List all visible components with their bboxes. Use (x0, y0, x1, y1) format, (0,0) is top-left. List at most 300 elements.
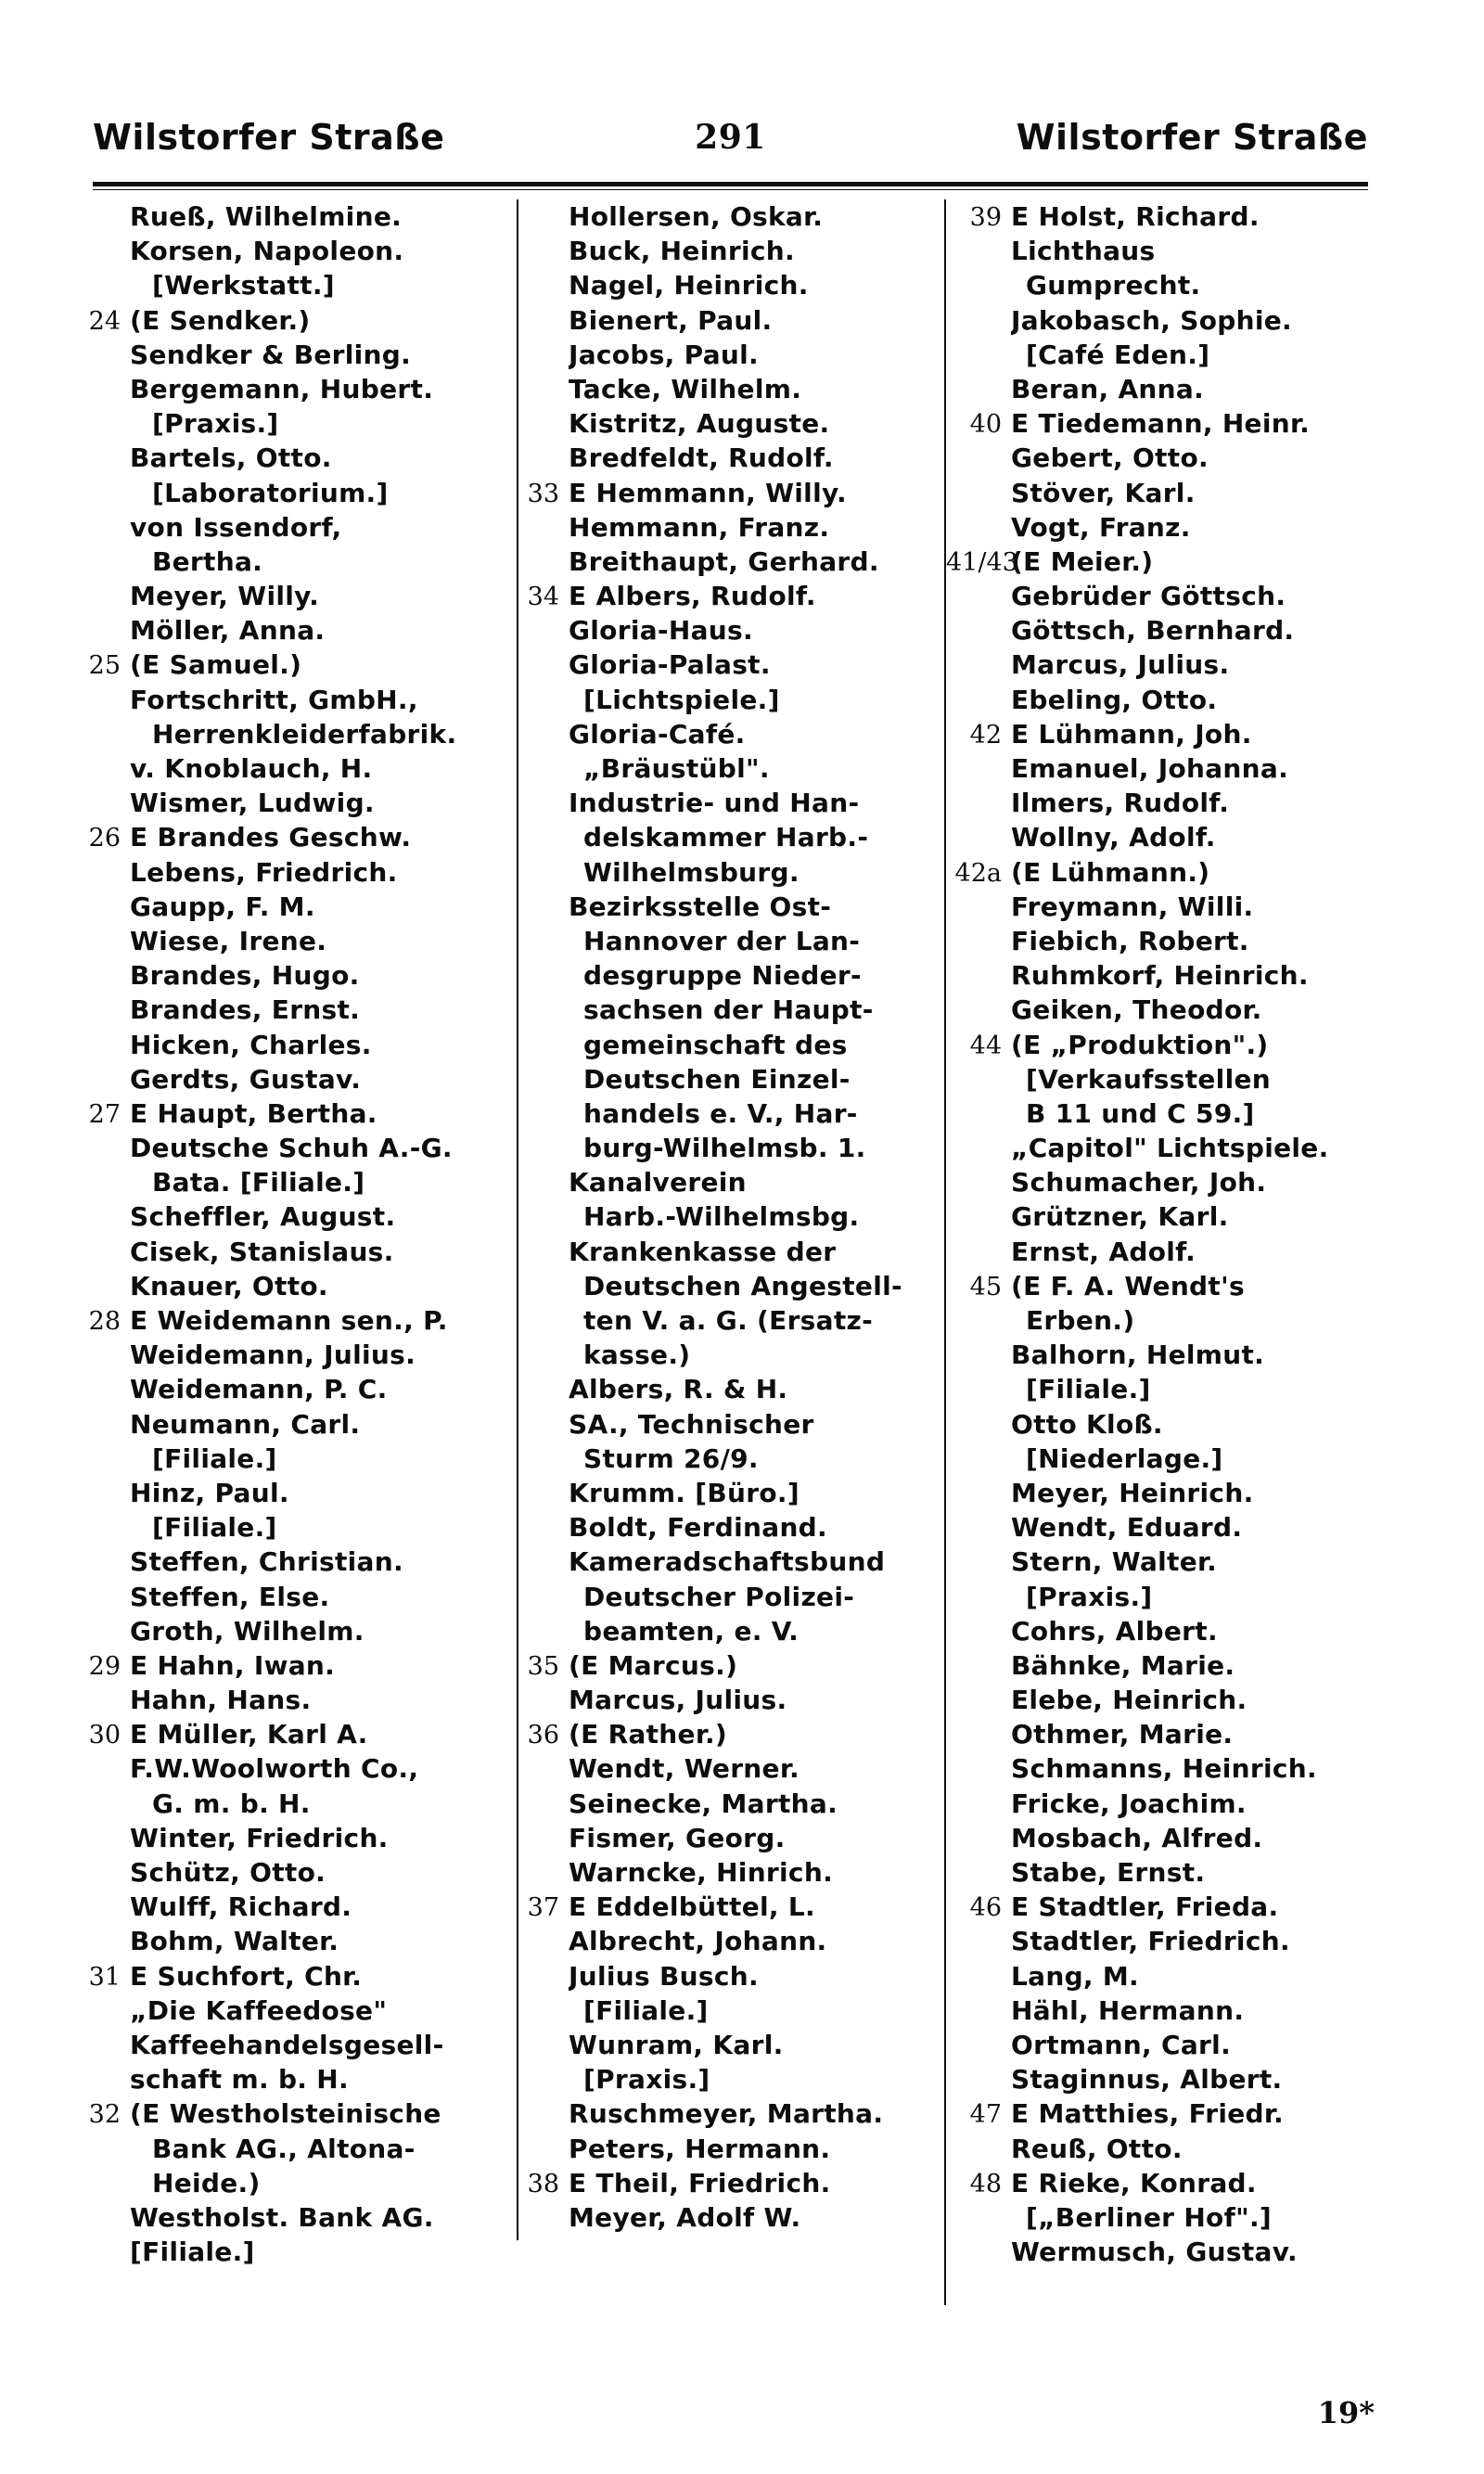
directory-entry (76, 1131, 512, 1165)
directory-entry (946, 441, 1382, 475)
entry-text: Grützner, Karl. (1011, 1201, 1229, 1233)
directory-entry (76, 1442, 512, 1476)
entry-text: (E Sendker.) (130, 304, 311, 336)
entry-text: Lang, M. (1011, 1960, 1139, 1992)
directory-entry (76, 1751, 512, 1786)
house-number: 42 (969, 720, 1002, 750)
entry-text: [Lichtspiele.] (583, 684, 780, 715)
entry-text: [Filiale.] (1026, 1374, 1151, 1405)
entry-text: E Matthies, Friedr. (1011, 2098, 1284, 2130)
house-number: 45 (969, 1272, 1002, 1301)
directory-entry (76, 890, 512, 924)
entry-text: Krankenkasse der (569, 1236, 837, 1267)
entry-text: E Theil, Friedrich. (569, 2167, 831, 2198)
directory-entry (515, 1338, 941, 1372)
directory-entry (946, 476, 1382, 510)
directory-entry (76, 993, 512, 1027)
header-street-left: Wilstorfer Straße (93, 117, 445, 158)
entry-text: Stabe, Ernst. (1011, 1857, 1206, 1888)
directory-entry (515, 1890, 941, 1924)
entry-text: Herrenkleiderfabrik. (152, 718, 457, 750)
entry-text: Gumprecht. (1026, 270, 1201, 301)
directory-entry (515, 441, 941, 475)
directory-entry (946, 890, 1382, 924)
entry-text: Sturm 26/9. (583, 1442, 759, 1474)
house-number: 37 (527, 1893, 559, 1923)
directory-entry (76, 406, 512, 441)
directory-entry (946, 1407, 1382, 1442)
entry-text: Jacobs, Paul. (569, 339, 759, 370)
entry-text: „Bräustübl". (583, 753, 770, 784)
directory-entry (76, 1924, 512, 1958)
directory-entry (515, 1303, 941, 1338)
entry-text: Wunram, Karl. (569, 2029, 784, 2060)
directory-entry (946, 1338, 1382, 1372)
directory-entry (946, 338, 1382, 372)
entry-text: Gaupp, F. M. (130, 891, 315, 922)
directory-entry (515, 2166, 941, 2200)
directory-entry (946, 2166, 1382, 2200)
entry-text: Hannover der Lan- (583, 925, 861, 956)
directory-entry (515, 1580, 941, 1614)
directory-entry (515, 855, 941, 890)
entry-text: [Café Eden.] (1026, 339, 1210, 370)
directory-entry (515, 1924, 941, 1958)
directory-entry (515, 2096, 941, 2131)
directory-entry (515, 476, 941, 510)
directory-entry (76, 683, 512, 717)
entry-text: Peters, Hermann. (569, 2133, 831, 2164)
directory-entry (946, 1890, 1382, 1924)
directory-entry (946, 1580, 1382, 1614)
directory-entry (515, 1751, 941, 1786)
page-number: 291 (695, 118, 766, 157)
entry-text: Fiebich, Robert. (1011, 925, 1249, 956)
entry-text: Otto Kloß. (1011, 1408, 1163, 1440)
entry-text: Gebrüder Göttsch. (1011, 581, 1286, 612)
directory-entry (515, 1510, 941, 1545)
directory-entry (946, 1131, 1382, 1165)
entry-text: Hemmann, Franz. (569, 511, 830, 543)
entry-text: Emanuel, Johanna. (1011, 753, 1289, 784)
entry-text: Schumacher, Joh. (1011, 1167, 1267, 1199)
entry-text: von Issendorf, (130, 511, 342, 543)
house-number: 30 (88, 1721, 121, 1750)
entry-text: Seinecke, Martha. (569, 1788, 838, 1819)
entry-text: Göttsch, Bernhard. (1011, 615, 1295, 647)
house-number: 35 (527, 1651, 559, 1681)
directory-entry (946, 303, 1382, 338)
entry-text: [Werkstatt.] (152, 270, 335, 301)
directory-entry (515, 303, 941, 338)
directory-entry (946, 199, 1382, 234)
directory-entry (515, 510, 941, 545)
entry-text: Bähnke, Marie. (1011, 1649, 1235, 1681)
entry-text: Vogt, Franz. (1011, 511, 1191, 543)
entry-text: E Eddelbüttel, L. (569, 1891, 815, 1923)
directory-entry (946, 855, 1382, 890)
directory-entry (946, 1855, 1382, 1890)
entry-text: Deutschen Einzel- (583, 1063, 851, 1095)
directory-entry (76, 199, 512, 234)
directory-entry (946, 958, 1382, 993)
entry-text: E Holst, Richard. (1011, 201, 1260, 232)
entry-text: E Lühmann, Joh. (1011, 718, 1252, 750)
directory-entry (76, 820, 512, 854)
directory-entry (946, 717, 1382, 751)
directory-entry (76, 1235, 512, 1269)
directory-entry (76, 1303, 512, 1338)
header-street-right: Wilstorfer Straße (1016, 117, 1368, 158)
entry-text: Lebens, Friedrich. (130, 856, 398, 888)
directory-entry (515, 613, 941, 647)
directory-entry (515, 2028, 941, 2062)
entry-text: Gerdts, Gustav. (130, 1063, 362, 1095)
directory-entry (515, 717, 941, 751)
directory-entry (76, 1890, 512, 1924)
directory-entry (946, 820, 1382, 854)
entry-text: [Laboratorium.] (152, 477, 389, 508)
directory-entry (76, 1580, 512, 1614)
column-3 (946, 199, 1382, 2305)
entry-text: F.W.Woolworth Co., (130, 1753, 419, 1785)
entry-text: ten V. a. G. (Ersatz- (583, 1305, 874, 1336)
header-rule (93, 182, 1368, 190)
entry-text: Bank AG., Altona- (152, 2133, 416, 2164)
directory-entry (515, 338, 941, 372)
directory-entry (946, 1648, 1382, 1683)
directory-entry (76, 1199, 512, 1234)
entry-text: E Suchfort, Chr. (130, 1960, 363, 1992)
house-number: 26 (88, 824, 121, 853)
directory-entry (76, 476, 512, 510)
directory-entry (76, 2132, 512, 2166)
entry-text: Boldt, Ferdinand. (569, 1512, 827, 1544)
directory-entry (76, 2096, 512, 2131)
directory-entry (76, 1821, 512, 1855)
directory-entry (515, 545, 941, 579)
entry-text: Othmer, Marie. (1011, 1719, 1234, 1750)
entry-text: Scheffler, August. (130, 1201, 396, 1233)
entry-text: [Praxis.] (152, 408, 279, 440)
entry-text: Cisek, Stanislaus. (130, 1236, 394, 1267)
entry-text: [„Berliner Hof".] (1026, 2201, 1272, 2233)
directory-entry (946, 406, 1382, 441)
entry-text: Weidemann, Julius. (130, 1340, 416, 1371)
entry-text: G. m. b. H. (152, 1788, 311, 1819)
directory-entry (76, 1165, 512, 1199)
directory-entry (946, 1821, 1382, 1855)
directory-entry (76, 1028, 512, 1062)
house-number: 38 (527, 2169, 559, 2198)
directory-entry (76, 751, 512, 786)
entry-text: Reuß, Otto. (1011, 2133, 1183, 2164)
directory-entry (946, 1683, 1382, 1717)
directory-entry (515, 372, 941, 406)
entry-text: Steffen, Christian. (130, 1546, 403, 1578)
entry-text: handels e. V., Har- (583, 1097, 858, 1129)
column-1 (76, 199, 512, 2305)
directory-entry (76, 2235, 512, 2269)
entry-text: [Verkaufsstellen (1026, 1063, 1271, 1095)
entry-text: Gloria-Haus. (569, 615, 753, 647)
entry-text: [Niederlage.] (1026, 1442, 1223, 1474)
entry-text: Gloria-Café. (569, 718, 746, 750)
directory-entry (515, 579, 941, 613)
directory-entry (946, 372, 1382, 406)
entry-text: kasse.) (583, 1340, 691, 1371)
entry-text: Steffen, Else. (130, 1581, 330, 1612)
entry-text: Bartels, Otto. (130, 442, 332, 474)
directory-entry (76, 958, 512, 993)
house-number: 31 (88, 1962, 121, 1992)
entry-text: Hähl, Hermann. (1011, 1994, 1245, 2026)
entry-text: Hicken, Charles. (130, 1029, 372, 1060)
entry-text: Lichthaus (1011, 236, 1156, 267)
entry-text: Breithaupt, Gerhard. (569, 545, 879, 577)
entry-text: Beran, Anna. (1011, 373, 1205, 404)
directory-entry (515, 1028, 941, 1062)
entry-text: Ruhmkorf, Heinrich. (1011, 960, 1309, 992)
entry-text: Bezirksstelle Ost- (569, 891, 832, 922)
directory-entry (76, 2166, 512, 2200)
entry-text: Wermusch, Gustav. (1011, 2237, 1298, 2268)
directory-entry (76, 2200, 512, 2235)
entry-text: Gebert, Otto. (1011, 442, 1209, 474)
entry-text: (E Westholsteinische (130, 2098, 441, 2130)
entry-text: Wulff, Richard. (130, 1891, 352, 1923)
directory-entry (76, 234, 512, 268)
entry-text: Buck, Heinrich. (569, 236, 795, 267)
entry-text: (E Lühmann.) (1011, 856, 1210, 888)
directory-entry (946, 786, 1382, 820)
directory-entry (515, 1407, 941, 1442)
directory-entry (946, 1787, 1382, 1821)
directory-entry (76, 924, 512, 958)
entry-text: Staginnus, Albert. (1011, 2064, 1283, 2096)
entry-text: Kistritz, Auguste. (569, 408, 830, 440)
directory-entry (76, 1338, 512, 1372)
directory-entry (76, 855, 512, 890)
house-number: 27 (88, 1099, 121, 1129)
directory-entry (946, 2028, 1382, 2062)
directory-entry (76, 647, 512, 682)
directory-entry (946, 1235, 1382, 1269)
entry-text: (E F. A. Wendt's (1011, 1270, 1245, 1301)
house-number: 44 (969, 1031, 1002, 1060)
entry-text: E Hemmann, Willy. (569, 477, 847, 508)
directory-entry (515, 1993, 941, 2028)
entry-text: E Rieke, Konrad. (1011, 2167, 1257, 2198)
entry-text: delskammer Harb.- (583, 822, 869, 853)
directory-entry (946, 1614, 1382, 1648)
entry-text: Warncke, Hinrich. (569, 1857, 834, 1888)
directory-entry (946, 1062, 1382, 1096)
house-number: 34 (527, 583, 559, 612)
directory-entry (515, 1235, 941, 1269)
directory-entry (76, 268, 512, 302)
directory-entry (946, 2062, 1382, 2096)
entry-text: Wendt, Eduard. (1011, 1512, 1243, 1544)
entry-text: Harb.-Wilhelmsbg. (583, 1201, 860, 1233)
directory-entry (76, 1372, 512, 1406)
directory-entry (946, 1028, 1382, 1062)
directory-entry (515, 2062, 941, 2096)
directory-entry (946, 2200, 1382, 2235)
directory-entry (946, 2132, 1382, 2166)
entry-text: [Filiale.] (583, 1994, 709, 2026)
entry-text: Wendt, Werner. (569, 1753, 800, 1785)
directory-entry (76, 441, 512, 475)
entry-text: SA., Technischer (569, 1408, 814, 1440)
column-2 (515, 199, 941, 2305)
directory-entry (515, 1372, 941, 1406)
entry-text: Korsen, Napoleon. (130, 236, 404, 267)
entry-text: Elebe, Heinrich. (1011, 1685, 1247, 1716)
directory-entry (515, 2200, 941, 2235)
entry-text: Bertha. (152, 545, 263, 577)
entry-text: Knauer, Otto. (130, 1270, 328, 1301)
entry-text: E Müller, Karl A. (130, 1719, 368, 1750)
entry-text: Jakobasch, Sophie. (1011, 304, 1292, 336)
directory-entry (76, 1648, 512, 1683)
directory-entry (515, 647, 941, 682)
directory-entry (946, 579, 1382, 613)
directory-entry (76, 579, 512, 613)
directory-entry (515, 1821, 941, 1855)
entry-text: Schmanns, Heinrich. (1011, 1753, 1317, 1785)
directory-entry (76, 510, 512, 545)
directory-entry (946, 1751, 1382, 1786)
house-number: 41/43 (946, 547, 1018, 577)
entry-text: Krumm. [Büro.] (569, 1477, 800, 1508)
entry-text: Mosbach, Alfred. (1011, 1822, 1263, 1853)
directory-entry (946, 1959, 1382, 1993)
entry-text: Tacke, Wilhelm. (569, 373, 802, 404)
directory-entry (515, 2132, 941, 2166)
house-number: 39 (969, 203, 1002, 232)
entry-text: [Praxis.] (583, 2064, 710, 2096)
directory-entry (76, 1787, 512, 1821)
entry-text: Julius Busch. (569, 1960, 759, 1992)
directory-entry (946, 2235, 1382, 2269)
entry-text: Westholst. Bank AG. (130, 2201, 434, 2233)
directory-entry (76, 1545, 512, 1579)
entry-text: schaft m. b. H. (130, 2064, 349, 2096)
entry-text: burg-Wilhelmsb. 1. (583, 1133, 866, 1164)
directory-entry (76, 1683, 512, 1717)
entry-text: Hahn, Hans. (130, 1685, 312, 1716)
directory-entry (946, 234, 1382, 268)
entry-text: Hinz, Paul. (130, 1477, 289, 1508)
entry-text: Deutsche Schuh A.-G. (130, 1133, 453, 1164)
directory-entry (515, 1683, 941, 1717)
directory-entry (946, 1096, 1382, 1131)
house-number: 25 (88, 651, 121, 681)
entry-text: Bredfeldt, Rudolf. (569, 442, 834, 474)
house-number: 36 (527, 1721, 559, 1750)
entry-text: Bienert, Paul. (569, 304, 773, 336)
entry-text: Ernst, Adolf. (1011, 1236, 1196, 1267)
entry-text: Albers, R. & H. (569, 1374, 788, 1405)
entry-text: Ebeling, Otto. (1011, 684, 1218, 715)
directory-entry (946, 1510, 1382, 1545)
entry-text: Wollny, Adolf. (1011, 822, 1216, 853)
directory-entry (515, 1545, 941, 1579)
house-number: 33 (527, 479, 559, 508)
entry-text: Fricke, Joachim. (1011, 1788, 1247, 1819)
entry-text: „Capitol" Lichtspiele. (1011, 1133, 1329, 1164)
entry-text: Industrie- und Han- (569, 788, 860, 819)
house-number: 32 (88, 2100, 121, 2130)
directory-entry (76, 303, 512, 338)
entry-text: Kameradschaftsbund (569, 1546, 886, 1578)
house-number: 29 (88, 1651, 121, 1681)
entry-text: Sendker & Berling. (130, 339, 412, 370)
entry-text: [Filiale.] (152, 1442, 277, 1474)
entry-text: Fismer, Georg. (569, 1822, 786, 1853)
directory-entry (76, 338, 512, 372)
directory-entry (515, 268, 941, 302)
directory-entry (515, 786, 941, 820)
directory-entry (515, 958, 941, 993)
entry-text: (E Rather.) (569, 1719, 727, 1750)
entry-text: Stadtler, Friedrich. (1011, 1926, 1290, 1957)
directory-entry (946, 1303, 1382, 1338)
directory-entry (76, 372, 512, 406)
entry-text: Kaffeehandelsgesell- (130, 2029, 444, 2060)
directory-entry (76, 2028, 512, 2062)
directory-entry (946, 1476, 1382, 1510)
directory-entry (946, 1924, 1382, 1958)
house-number: 47 (969, 2100, 1002, 2130)
entry-text: Hollersen, Oskar. (569, 201, 824, 232)
entry-text: Bergemann, Hubert. (130, 373, 434, 404)
entry-text: Groth, Wilhelm. (130, 1615, 365, 1647)
directory-entry (946, 1199, 1382, 1234)
entry-text: Deutscher Polizei- (583, 1581, 855, 1612)
directory-entry (946, 1993, 1382, 2028)
directory-entry (946, 1269, 1382, 1303)
directory-entry (76, 1510, 512, 1545)
entry-text: Meyer, Adolf W. (569, 2201, 801, 2233)
entry-text: (E Samuel.) (130, 649, 302, 681)
entry-text: Ortmann, Carl. (1011, 2029, 1232, 2060)
entry-text: Winter, Friedrich. (130, 1822, 389, 1853)
directory-entry (946, 751, 1382, 786)
entry-text: (E Marcus.) (569, 1649, 738, 1681)
entry-text: E Hahn, Iwan. (130, 1649, 336, 1681)
directory-entry (76, 613, 512, 647)
entry-text: Brandes, Hugo. (130, 960, 360, 992)
entry-text: sachsen der Haupt- (583, 994, 874, 1026)
directory-entry (946, 268, 1382, 302)
entry-text: Ilmers, Rudolf. (1011, 788, 1230, 819)
entry-text: v. Knoblauch, H. (130, 753, 373, 784)
entry-text: (E Meier.) (1011, 545, 1154, 577)
directory-entry (515, 993, 941, 1027)
entry-text: B 11 und C 59.] (1026, 1097, 1255, 1129)
directory-entry (515, 1199, 941, 1234)
house-number: 40 (969, 410, 1002, 440)
entry-text: Möller, Anna. (130, 615, 326, 647)
directory-entry (515, 234, 941, 268)
entry-text: Freymann, Willi. (1011, 891, 1254, 922)
directory-entry (76, 2062, 512, 2096)
house-number: 24 (88, 306, 121, 336)
entry-text: Marcus, Julius. (1011, 649, 1230, 681)
directory-entry (946, 1165, 1382, 1199)
